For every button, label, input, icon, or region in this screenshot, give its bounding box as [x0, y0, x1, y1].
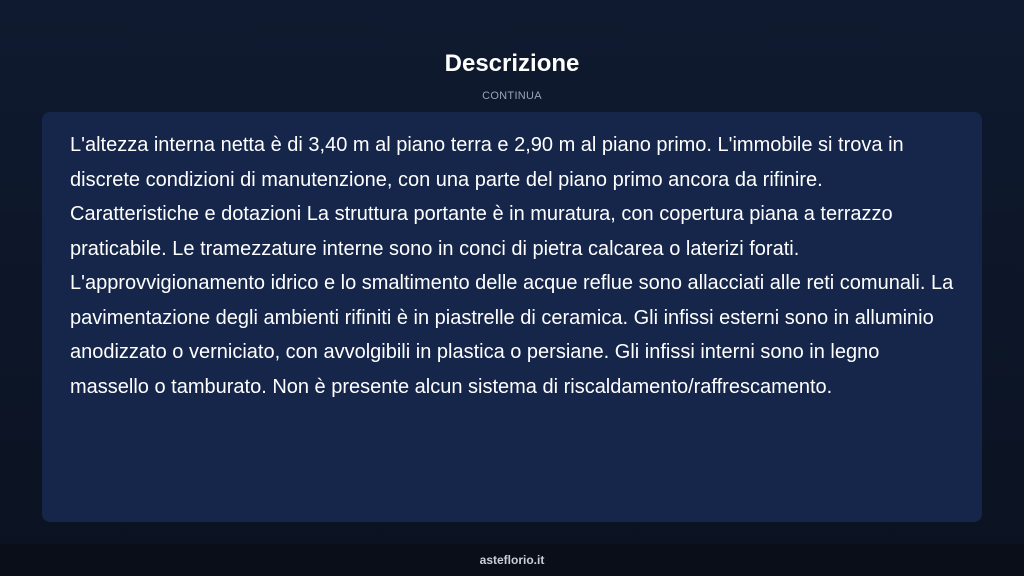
page-subtitle: CONTINUA — [482, 90, 542, 102]
page-title: Descrizione — [444, 50, 580, 77]
description-text: L'altezza interna netta è di 3,40 m al piano terra e 2,90 m al piano primo. L'immobile si trova in discrete condizioni di manutenzione, con una parte del piano primo ancora da rifinire. Caratteristiche e dotazioni La struttura portante è in muratura, con copertura piana a terrazzo praticabile. Le tramezzature interne sono in conci di pietra calcarea o laterizi forati. L'approvvigionamento idrico e lo smaltimento delle acque reflue sono allacciati alle reti comunali. La pavimentazione degli ambienti rifiniti è in piastrelle di ceramica. Gli infissi esterni sono in alluminio anodizzato o verniciato, con avvolgibili in plastica o persiane. Gli infissi interni sono in legno massello o tamburato. Non è presente alcun sistema di riscaldamento/raffrescamento. — [70, 134, 954, 398]
footer-bar — [0, 544, 1024, 576]
footer-site-name: asteflorio.it — [479, 553, 545, 567]
description-card — [42, 112, 982, 522]
